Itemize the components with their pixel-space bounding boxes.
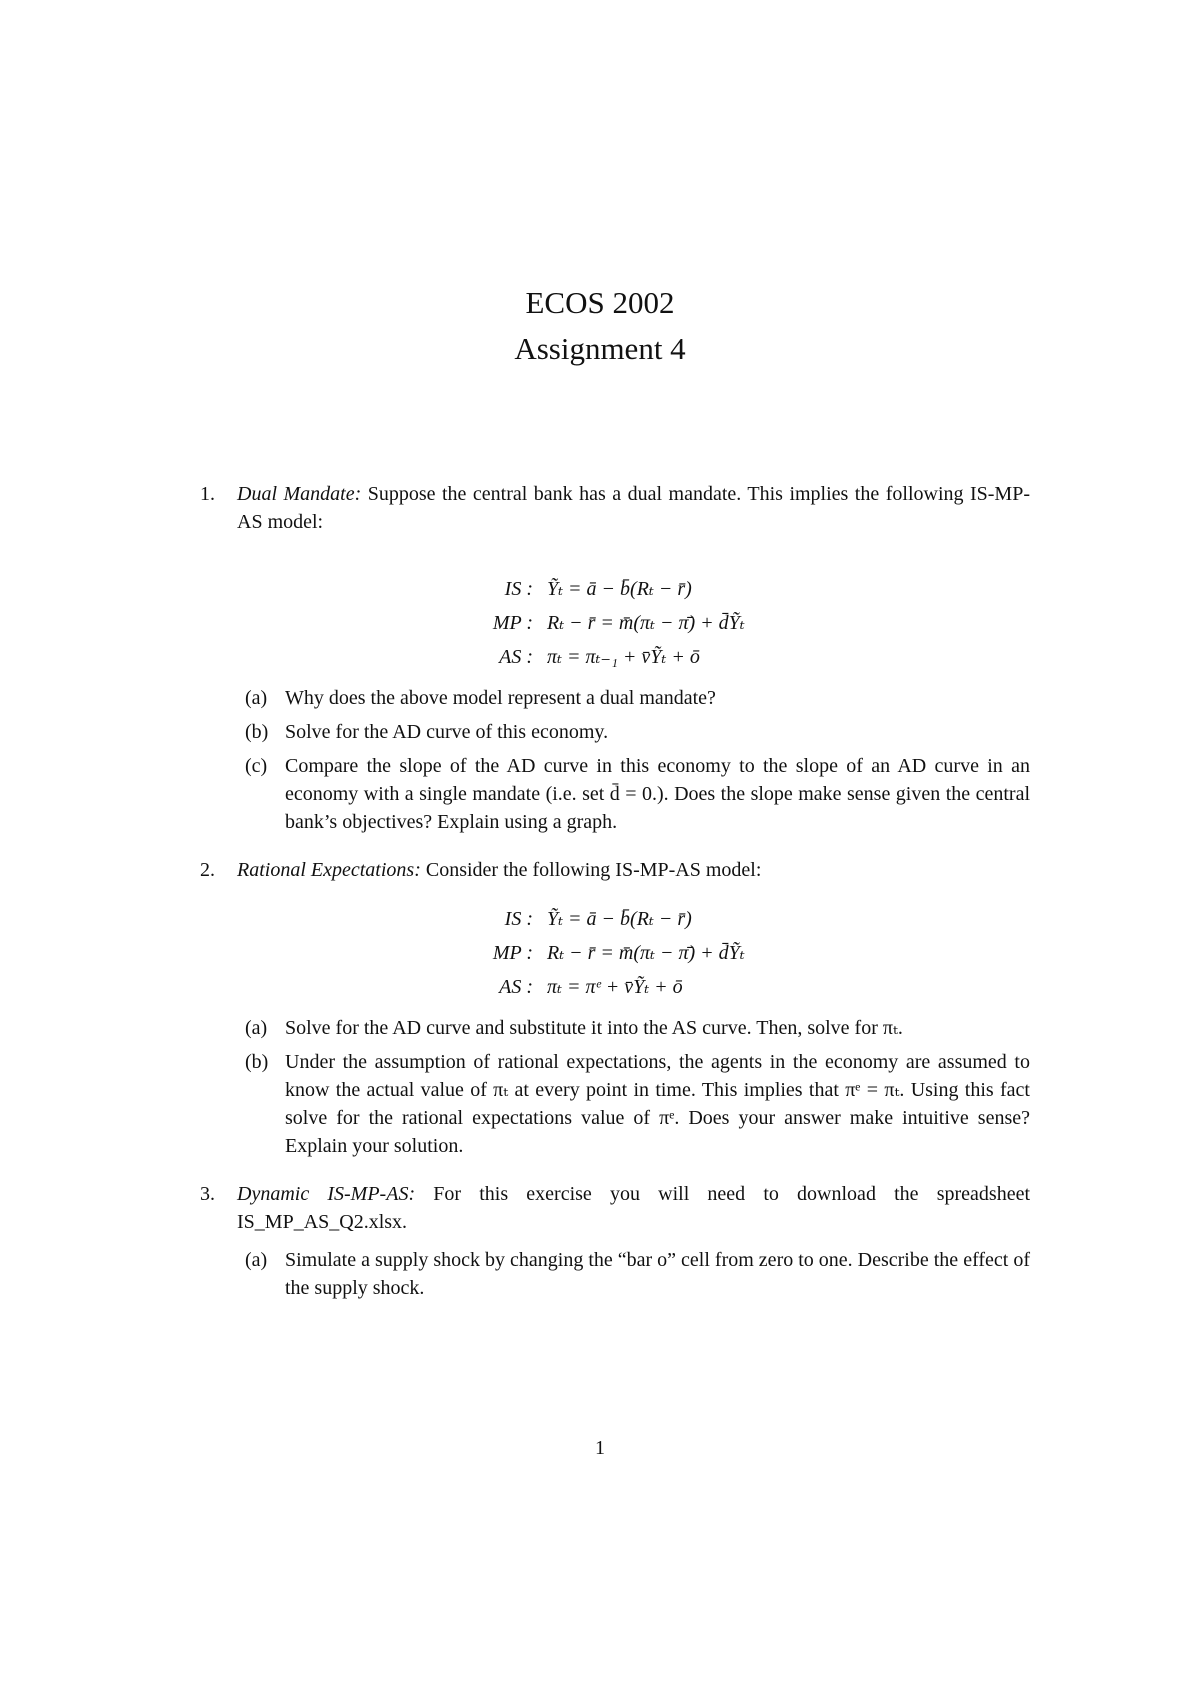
sub-question [237,1048,1030,1160]
document-title: ECOS 2002 [525,285,675,320]
document-subtitle: Assignment 4 [514,331,686,366]
sub-question [237,752,1030,836]
sub-question-text: Solve for the AD curve of this economy. [285,721,609,743]
sub-question-text: Simulate a supply shock by changing the “bar o” cell from zero to one. Describe the effect of the supply shock. [285,1249,1030,1299]
sub-question-label: (c) [245,755,268,777]
equation-mp [237,936,1030,970]
sub-question-text: Solve for the AD curve and substitute it into the AS curve. Then, solve for πₜ. [285,1017,903,1039]
equation-label: MP : [492,942,533,964]
equation-body: Rₜ − r̄ = m̄(πₜ − π̄) + d̄Ỹₜ [547,612,745,634]
equation-body: Rₜ − r̄ = m̄(πₜ − π̄) + d̄Ỹₜ [547,942,745,964]
sub-question [237,684,1030,712]
equation-as [237,970,1030,1004]
equation-label: IS : [504,908,533,930]
equation-label: MP : [492,612,533,634]
equation-body: Ỹₜ = ā − b̄(Rₜ − r̄) [547,578,692,600]
sub-question [237,1014,1030,1042]
equation-body: Ỹₜ = ā − b̄(Rₜ − r̄) [547,908,692,930]
sub-question-label: (a) [245,687,268,709]
sub-question [237,1246,1030,1302]
sub-question-text: Compare the slope of the AD curve in this economy to the slope of an AD curve in an economy with a single mandate (i.e. set d̄ = 0.). Does the slope make sense given the central bank’s objectives? Explain using a graph. [285,755,1030,833]
equation-as [237,640,1030,674]
equation-is [237,572,1030,606]
question-text: For this exercise you will need to download the spreadsheet IS_MP_AS_Q2.xlsx. [237,1183,1030,1233]
question-text: Suppose the central bank has a dual mandate. This implies the following IS-MP-AS model: [237,483,1030,533]
sub-question-text: Why does the above model represent a dual mandate? [285,687,716,709]
equation-label: AS : [499,976,533,998]
question-intro [237,1180,1030,1236]
sub-question [237,718,1030,746]
question-intro [237,856,1030,884]
question-topic: Rational Expectations: [237,859,421,881]
question-topic: Dual Mandate: [237,483,362,505]
sub-question-label: (b) [245,1051,269,1073]
equation-body: πₜ = πᵉ + v̄Ỹₜ + ō [547,976,683,998]
sub-question-text: Under the assumption of rational expectations, the agents in the economy are assumed to know the actual value of πₜ at every point in time. This implies that πᵉ = πₜ. Using this fact solve for the rational expectations value of πᵉ. Does your answer make intuitive sense? Explain your solution. [285,1051,1030,1157]
sub-questions [237,1014,1030,1160]
title-block [0,280,1200,372]
question-1 [200,480,1030,836]
questions-list [200,480,1030,1322]
page-number: 1 [595,1437,605,1459]
question-text: Consider the following IS-MP-AS model: [420,859,762,881]
equation-block [237,902,1030,1004]
sub-question-label: (a) [245,1249,268,1271]
sub-question-label: (a) [245,1017,268,1039]
question-2 [200,856,1030,1160]
question-number: 2. [200,859,215,881]
equation-body: πₜ = πₜ₋₁ + v̄Ỹₜ + ō [547,646,700,668]
question-number: 3. [200,1183,215,1205]
equation-label: AS : [499,646,533,668]
question-number: 1. [200,483,215,505]
equation-is [237,902,1030,936]
sub-question-label: (b) [245,721,269,743]
equation-block [237,572,1030,674]
question-3 [200,1180,1030,1302]
sub-questions [237,1246,1030,1302]
equation-mp [237,606,1030,640]
question-topic: Dynamic IS-MP-AS: [237,1183,416,1205]
sub-questions [237,684,1030,836]
equation-label: IS : [504,578,533,600]
question-intro [237,480,1030,536]
